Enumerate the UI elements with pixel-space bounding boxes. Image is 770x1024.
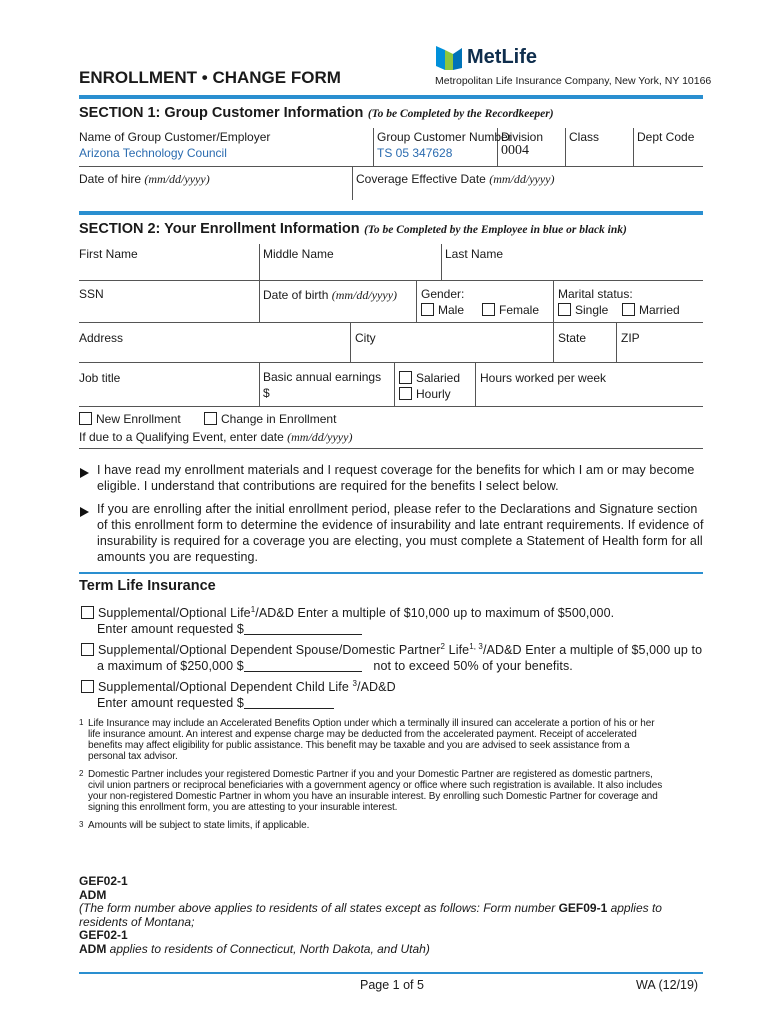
statement-2-line-3: insurability is required for a coverage you are electing, you must complete a Statement of Health form for all (97, 534, 703, 548)
state-label[interactable]: State (558, 331, 587, 345)
s1-divider-4 (633, 128, 634, 166)
form-info-line-1-c: applies to (607, 901, 662, 915)
section2-heading (79, 220, 627, 238)
footnote-1-line-4: personal tax advisor. (88, 751, 178, 762)
option-1-amount-label: Enter amount requested $ (97, 622, 244, 636)
section1-title: SECTION 1: Group Customer Information (79, 105, 364, 121)
option-2-footnote-ref-2: 1, 3 (469, 642, 483, 651)
term-life-option-1[interactable] (81, 602, 614, 621)
form-info-line-1-a: (The form number above applies to residents of all states except as follows: Form number (79, 901, 559, 915)
address-divider-3 (616, 322, 617, 362)
footnote-2-mark: 2 (79, 769, 84, 778)
section2-bar (79, 211, 703, 215)
option-2-checkbox[interactable] (81, 643, 94, 656)
logo-text: MetLife (467, 46, 537, 68)
name-divider-1 (259, 244, 260, 280)
section1-note: (To be Completed by the Recordkeeper) (367, 108, 554, 120)
job-divider-3 (475, 362, 476, 406)
option-2-text-c: /AD&D Enter a multiple of $5,000 up to (482, 643, 703, 658)
triangle-bullet-icon (80, 507, 89, 517)
statement-1 (97, 462, 707, 494)
married-label: Married (639, 303, 680, 317)
qualifying-event-field[interactable] (79, 430, 352, 445)
statement-1-bullet (80, 465, 89, 483)
group-number-label: Group Customer Number (377, 130, 512, 144)
footnote-3-line-1: Amounts will be subject to state limits, if applicable. (88, 820, 310, 831)
earnings-dollar[interactable]: $ (263, 386, 270, 400)
s1-divider-1 (373, 128, 374, 166)
form-version: WA (12/19) (636, 978, 699, 992)
gender-male-option[interactable] (421, 303, 464, 317)
address-divider-1 (350, 322, 351, 362)
marital-married-option[interactable] (622, 303, 680, 317)
s2-row-line-3 (79, 362, 703, 363)
form-info-line-1-code: GEF09-1 (558, 901, 608, 915)
gender-divider (416, 280, 417, 322)
footnote-1 (79, 718, 709, 762)
statement-2-line-2: of this enrollment form to determine the evidence of insurability and late entrant requirements. If evidence of (97, 518, 704, 532)
option-3-amount[interactable] (97, 695, 334, 711)
term-life-option-3[interactable] (81, 676, 396, 695)
married-checkbox[interactable] (622, 303, 635, 316)
statement-2 (97, 501, 707, 565)
metlife-logo (436, 44, 576, 72)
footnote-2-line-3: your non-registered Domestic Partner in whom you have an insurable interest. By enrolling such Domestic Partner for coverage and (88, 791, 658, 802)
footnote-1-mark: 1 (79, 718, 84, 727)
salaried-checkbox[interactable] (399, 371, 412, 384)
option-2-text-a: Supplemental/Optional Dependent Spouse/Domestic Partner (98, 643, 441, 658)
option-2-text-b: Life (445, 643, 470, 658)
term-life-option-2[interactable] (81, 639, 702, 658)
salaried-option[interactable] (399, 371, 460, 385)
statement-1-line-1: I have read my enrollment materials and I request coverage for the benefits for which I am or may become (97, 463, 695, 477)
name-divider-2 (441, 244, 442, 280)
coverage-date-format: (mm/dd/yyyy) (489, 172, 555, 186)
hourly-checkbox[interactable] (399, 387, 412, 400)
job-divider-2 (394, 362, 395, 406)
term-life-title: Term Life Insurance (79, 578, 216, 594)
change-enrollment-label: Change in Enrollment (221, 412, 337, 426)
option-2-amount-line[interactable] (244, 659, 362, 672)
statement-2-line-4: amounts you are requesting. (97, 550, 259, 564)
single-label: Single (575, 303, 609, 317)
option-1-amount-line[interactable] (244, 622, 362, 635)
middle-name-label[interactable]: Middle Name (263, 247, 334, 261)
group-name-label: Name of Group Customer/Employer (79, 130, 271, 144)
s1-divider-5 (352, 166, 353, 200)
s2-row-line-2 (79, 322, 703, 323)
marital-single-option[interactable] (558, 303, 608, 317)
footnote-1-line-2: life insurance amount. An interest and expense charge may be deducted from the accelerated payment. Receipt of accelerated (88, 729, 637, 740)
job-title-label[interactable]: Job title (79, 371, 121, 385)
qualifying-event-label: If due to a Qualifying Event, enter date (79, 430, 284, 444)
class-label: Class (569, 130, 600, 144)
form-code-2: GEF02-1 (79, 928, 128, 942)
dob-field[interactable] (263, 288, 397, 303)
form-code-1: GEF02-1 (79, 874, 128, 888)
new-enrollment-label: New Enrollment (96, 412, 181, 426)
option-2-amount-label: a maximum of $250,000 $ (97, 659, 244, 673)
section2-note: (To be Completed by the Employee in blue or black ink) (364, 224, 627, 236)
footnote-2 (79, 769, 709, 813)
footnote-1-line-3: benefits may affect eligibility for public assistance. This benefit may be taxable and you are advised to seek assistance from a (88, 740, 630, 751)
division-label: Division (501, 130, 544, 144)
option-1-text-b: /AD&D Enter a multiple of $10,000 up to maximum of $500,000. (255, 606, 615, 621)
statement-2-bullet (80, 504, 89, 522)
male-checkbox[interactable] (421, 303, 434, 316)
single-checkbox[interactable] (558, 303, 571, 316)
new-enrollment-option[interactable] (79, 412, 181, 426)
hire-date-format: (mm/dd/yyyy) (144, 172, 210, 186)
hourly-option[interactable] (399, 387, 451, 401)
footnote-1-line-1: Life Insurance may include an Accelerated Benefits Option under which a terminally ill insured can accelerate a portion of his or her (88, 718, 655, 729)
ssn-label[interactable]: SSN (79, 287, 104, 301)
new-enrollment-checkbox[interactable] (79, 412, 92, 425)
address-divider-2 (553, 322, 554, 362)
form-adm-2: ADM (79, 941, 107, 956)
company-address: Metropolitan Life Insurance Company, New York, NY 10166 (435, 75, 712, 87)
option-3-checkbox[interactable] (81, 680, 94, 693)
footnote-3-mark: 3 (79, 820, 84, 829)
hourly-label: Hourly (416, 387, 451, 401)
option-1-text-a: Supplemental/Optional Life (98, 606, 251, 621)
footer-line (79, 972, 703, 974)
s2-row-line-4 (79, 406, 703, 407)
option-3-text-b: /AD&D (357, 680, 396, 695)
option-2-footnote-ref-1: 2 (440, 642, 446, 651)
statement-2-line-1: If you are enrolling after the initial enrollment period, please refer to the Declarations and Signature section (97, 502, 698, 516)
s2-row-line-5 (79, 448, 703, 449)
division-value[interactable]: 0004 (501, 143, 529, 158)
job-divider-1 (259, 362, 260, 406)
section1-heading (79, 104, 554, 122)
male-label: Male (438, 303, 465, 317)
address-label[interactable]: Address (79, 331, 124, 345)
hire-date-field[interactable] (79, 172, 210, 187)
marital-label: Marital status: (558, 287, 633, 301)
section2-title: SECTION 2: Your Enrollment Information (79, 221, 360, 237)
female-label: Female (499, 303, 540, 317)
salaried-label: Salaried (416, 371, 461, 385)
option-3-amount-label: Enter amount requested $ (97, 696, 244, 710)
last-name-label[interactable]: Last Name (445, 247, 504, 261)
group-name-value[interactable]: Arizona Technology Council (79, 146, 227, 160)
qualifying-event-format: (mm/dd/yyyy) (287, 430, 353, 444)
female-checkbox[interactable] (482, 303, 495, 316)
gender-label: Gender: (421, 287, 465, 301)
metlife-logo-icon (436, 44, 462, 70)
earnings-label: Basic annual earnings (263, 370, 382, 384)
s2-row-line-1 (79, 280, 703, 281)
option-3-footnote-ref: 3 (352, 679, 358, 688)
option-1-footnote-ref: 1 (250, 605, 256, 614)
option-1-amount[interactable] (97, 621, 362, 637)
zip-label[interactable]: ZIP (621, 331, 640, 345)
option-2-amount[interactable] (97, 658, 573, 674)
group-number-value[interactable]: TS 05 347628 (377, 146, 453, 160)
city-label[interactable]: City (355, 331, 376, 345)
dept-code-label: Dept Code (637, 130, 695, 144)
hire-date-label: Date of hire (79, 172, 142, 186)
option-3-amount-line[interactable] (244, 696, 334, 709)
coverage-date-field[interactable] (356, 172, 555, 187)
option-3-text-a: Supplemental/Optional Dependent Child Life (98, 680, 353, 695)
change-enrollment-checkbox[interactable] (204, 412, 217, 425)
form-info-line-3 (79, 943, 709, 957)
marital-divider (553, 280, 554, 322)
term-life-top-line (79, 572, 703, 574)
first-name-label[interactable]: First Name (79, 247, 138, 261)
footnote-2-line-4: signing this enrollment form, you are attesting to your insurable interest. (88, 802, 398, 813)
section1-bar (79, 95, 703, 99)
page-number: Page 1 of 5 (360, 978, 424, 992)
form-info (79, 875, 709, 956)
s1-row-line-1 (79, 166, 703, 167)
hours-label[interactable]: Hours worked per week (480, 371, 607, 385)
footnote-2-line-2: civil union partners or reciprocal beneficiaries with a government agency or office where such registration is available. It also includes (88, 780, 663, 791)
gender-female-option[interactable] (482, 303, 539, 317)
option-1-checkbox[interactable] (81, 606, 94, 619)
form-info-line-2: residents of Montana; (79, 914, 195, 929)
option-2-limit-text: not to exceed 50% of your benefits. (373, 659, 573, 673)
footnote-3 (79, 820, 709, 831)
change-enrollment-option[interactable] (204, 412, 336, 426)
form-info-line-3-text: applies to residents of Connecticut, North Dakota, and Utah) (106, 941, 430, 956)
dob-label: Date of birth (263, 288, 329, 302)
dob-format: (mm/dd/yyyy) (331, 288, 398, 302)
form-adm-1: ADM (79, 887, 107, 902)
s1-divider-3 (565, 128, 566, 166)
coverage-date-label: Coverage Effective Date (356, 172, 486, 186)
triangle-bullet-icon (80, 468, 89, 478)
ssn-divider (259, 280, 260, 322)
form-title: ENROLLMENT • CHANGE FORM (79, 68, 341, 87)
form-info-line-1 (79, 902, 709, 916)
statement-1-line-2: eligible. I understand that contributions are required for the benefits I select below. (97, 479, 559, 493)
footnote-2-line-1: Domestic Partner includes your registered Domestic Partner if you and your Domestic Partner are registered as domestic partners, (88, 769, 653, 780)
